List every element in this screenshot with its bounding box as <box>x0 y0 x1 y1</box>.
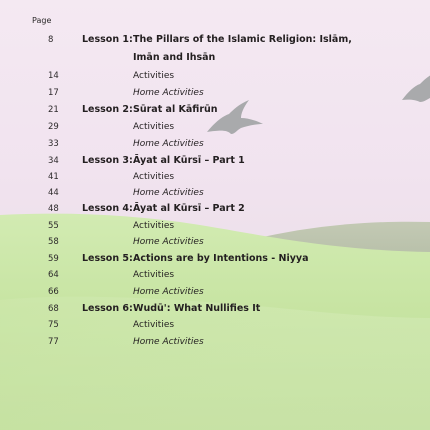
lesson-label: Lesson 4: <box>82 203 133 214</box>
toc-entry-activities <box>0 268 430 282</box>
toc-entry-activities <box>0 318 430 332</box>
toc-entry-home-activities <box>0 86 430 100</box>
page-number: 8 <box>48 35 54 45</box>
toc-entry-lesson-5 <box>0 252 430 266</box>
page-number: 14 <box>48 71 59 81</box>
page-number: 58 <box>48 237 59 247</box>
toc-entry-home-activities <box>0 335 430 349</box>
lesson-label: Lesson 6: <box>82 303 133 314</box>
home-activities-label: Home Activities <box>133 337 204 347</box>
page-number: 68 <box>48 304 59 314</box>
activities-label: Activities <box>133 270 175 280</box>
lesson-title: Wudū': What Nullifies It <box>133 303 261 314</box>
toc-entry-activities <box>0 219 430 233</box>
home-activities-label: Home Activities <box>133 88 204 98</box>
page-number: 33 <box>48 139 59 149</box>
lesson-title: Actions are by Intentions - Niyya <box>133 253 309 264</box>
lesson-title: The Pillars of the Islamic Religion: Islām, <box>133 34 352 45</box>
activities-label: Activities <box>133 320 175 330</box>
page-number: 29 <box>48 122 59 132</box>
lesson-label: Lesson 5: <box>82 253 133 264</box>
lesson-title: Sūrat al Kāfirūn <box>133 104 218 115</box>
toc-entry-activities <box>0 120 430 134</box>
lesson-title: Āyat al Kūrsī – Part 2 <box>133 203 245 214</box>
page-number: 34 <box>48 156 59 166</box>
page-number: 17 <box>48 88 59 98</box>
page-number: 75 <box>48 320 59 330</box>
page-number: 44 <box>48 188 59 198</box>
activities-label: Activities <box>133 221 175 231</box>
page-number: 55 <box>48 221 59 231</box>
activities-label: Activities <box>133 71 175 81</box>
toc-entry-lesson-1-continued <box>0 51 430 65</box>
home-activities-label: Home Activities <box>133 287 204 297</box>
page-number: 66 <box>48 287 59 297</box>
toc-entry-home-activities <box>0 186 430 200</box>
page-number: 48 <box>48 204 59 214</box>
activities-label: Activities <box>133 172 175 182</box>
home-activities-label: Home Activities <box>133 139 204 149</box>
lesson-label: Lesson 2: <box>82 104 133 115</box>
toc-entry-lesson-1 <box>0 33 430 47</box>
toc-entry-activities <box>0 170 430 184</box>
toc-entry-home-activities <box>0 285 430 299</box>
toc-entry-lesson-4 <box>0 202 430 216</box>
lesson-title: Āyat al Kūrsī – Part 1 <box>133 155 245 166</box>
toc-entry-activities <box>0 69 430 83</box>
toc-entry-lesson-6 <box>0 302 430 316</box>
lesson-label: Lesson 3: <box>82 155 133 166</box>
page-number: 59 <box>48 254 59 264</box>
page-number: 41 <box>48 172 59 182</box>
toc-entry-home-activities <box>0 235 430 249</box>
toc-entry-lesson-3 <box>0 154 430 168</box>
page-column-header: Page <box>32 16 52 25</box>
page-number: 64 <box>48 270 59 280</box>
lesson-label: Lesson 1: <box>82 34 133 45</box>
toc-entry-home-activities <box>0 137 430 151</box>
page-number: 21 <box>48 105 59 115</box>
activities-label: Activities <box>133 122 175 132</box>
home-activities-label: Home Activities <box>133 237 204 247</box>
page-number: 77 <box>48 337 59 347</box>
home-activities-label: Home Activities <box>133 188 204 198</box>
lesson-title-continued: Imān and Ihsān <box>133 52 216 63</box>
toc-entry-lesson-2 <box>0 103 430 117</box>
